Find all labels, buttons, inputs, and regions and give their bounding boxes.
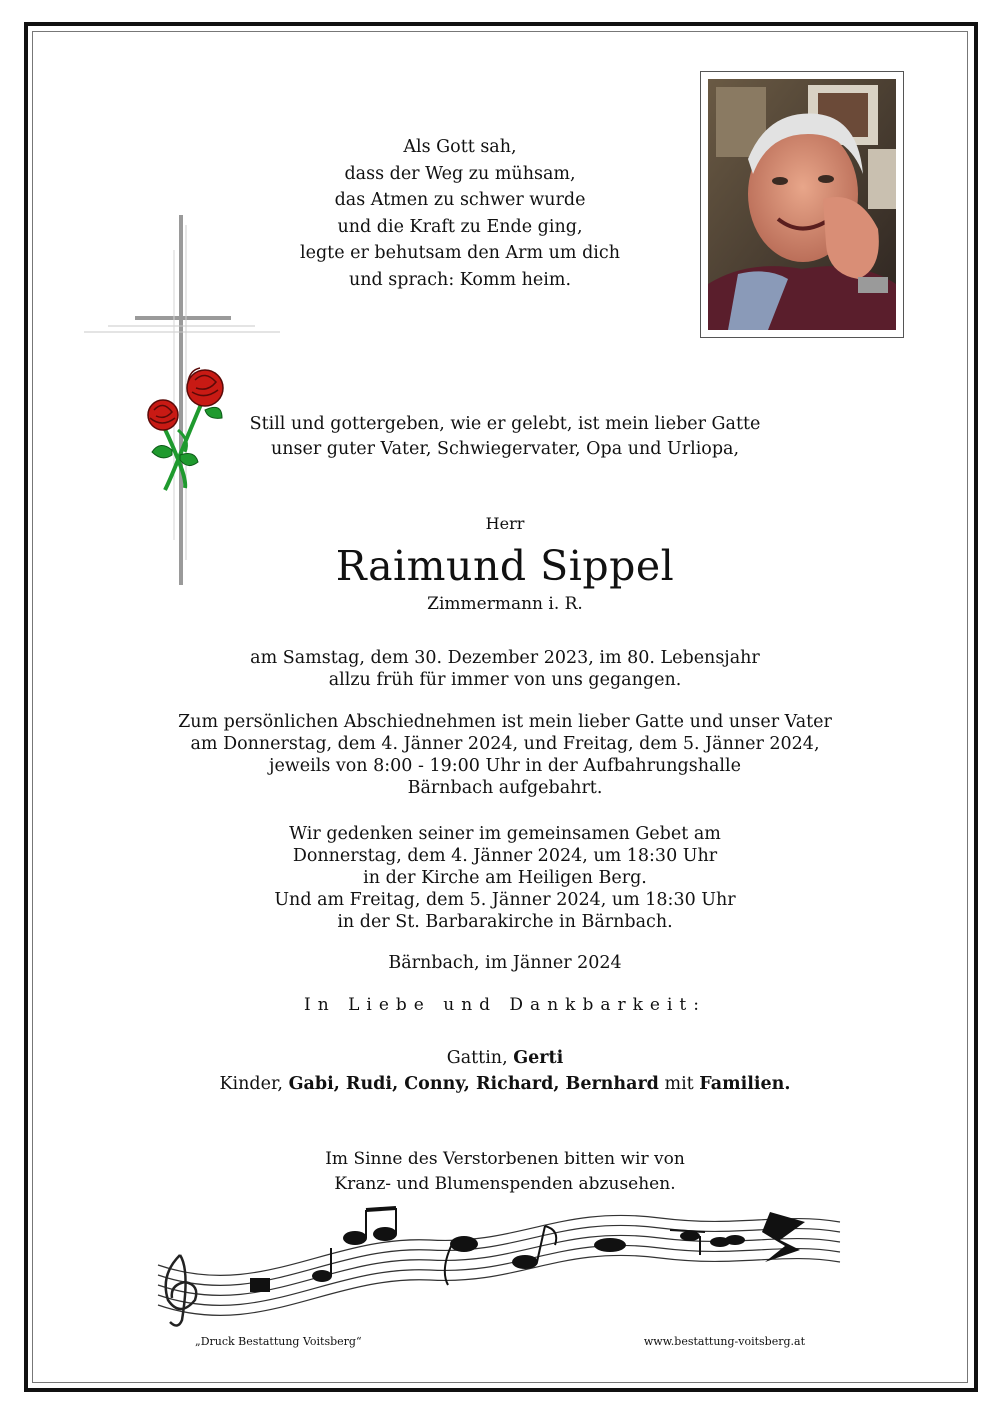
website-link[interactable]: www.bestattung-voitsberg.at <box>643 1335 805 1348</box>
printer-credit: „Druck Bestattung Voitsberg“ <box>195 1335 362 1348</box>
children-names: Gabi, Rudi, Conny, Richard, Bernhard <box>288 1074 659 1094</box>
poem-line: und die Kraft zu Ende ging, <box>337 216 583 237</box>
death-line: am Samstag, dem 30. Dezember 2023, im 80. Lebensjahr <box>250 648 760 668</box>
viewing-line: jeweils von 8:00 - 19:00 Uhr in der Aufbahrungshalle <box>269 756 741 776</box>
prayer-line: Donnerstag, dem 4. Jänner 2024, um 18:30 Uhr <box>292 846 718 866</box>
portrait-photo <box>700 71 904 338</box>
request-line: Im Sinne des Verstorbenen bitten wir von <box>325 1149 685 1169</box>
place-date: Bärnbach, im Jänner 2024 <box>388 953 622 973</box>
children-label: Kinder, <box>219 1074 289 1094</box>
deceased-occupation: Zimmermann i. R. <box>427 594 583 614</box>
spouse-name: Gerti <box>513 1048 564 1068</box>
poem-line: und sprach: Komm heim. <box>348 269 572 290</box>
intro-text <box>200 412 810 462</box>
family-list <box>120 1045 890 1097</box>
poem-line: Als Gott sah, <box>403 137 517 157</box>
with-label: mit <box>658 1074 700 1094</box>
spouse-label: Gattin, <box>446 1048 514 1068</box>
prayer-line: in der Kirche am Heiligen Berg. <box>363 868 647 888</box>
thanks-heading: In Liebe und Dankbarkeit: <box>304 995 706 1015</box>
prayer-info <box>120 823 890 933</box>
deceased-name: Raimund Sippel <box>335 542 675 590</box>
viewing-info <box>120 711 890 799</box>
viewing-line: am Donnerstag, dem 4. Jänner 2024, und Freitag, dem 5. Jänner 2024, <box>190 734 820 754</box>
prayer-line: Wir gedenken seiner im gemeinsamen Gebet am <box>289 824 721 844</box>
donation-request <box>200 1147 810 1197</box>
poem-line: legte er behutsam den Arm um dich <box>300 243 620 263</box>
poem-line: das Atmen zu schwer wurde <box>334 190 586 210</box>
poem-line: dass der Weg zu mühsam, <box>344 163 576 184</box>
intro-line: unser guter Vater, Schwiegervater, Opa und Urliopa, <box>270 439 740 459</box>
family-children-line <box>120 1071 890 1097</box>
family-spouse-line <box>120 1045 890 1071</box>
request-line: Kranz- und Blumenspenden abzusehen. <box>334 1174 676 1194</box>
prayer-line: Und am Freitag, dem 5. Jänner 2024, um 18:30 Uhr <box>274 890 736 910</box>
prayer-line: in der St. Barbarakirche in Bärnbach. <box>337 912 673 932</box>
intro-line: Still und gottergeben, wie er gelebt, ist mein lieber Gatte <box>249 414 761 434</box>
families: Familien. <box>699 1074 791 1094</box>
salutation: Herr <box>485 514 525 533</box>
viewing-line: Bärnbach aufgebahrt. <box>407 778 603 798</box>
death-notice <box>120 647 890 691</box>
death-line: allzu früh für immer von uns gegangen. <box>328 670 682 690</box>
portrait-image <box>708 79 896 330</box>
viewing-line: Zum persönlichen Abschiednehmen ist mein lieber Gatte und unser Vater <box>178 712 832 732</box>
rose-icon <box>0 0 300 600</box>
